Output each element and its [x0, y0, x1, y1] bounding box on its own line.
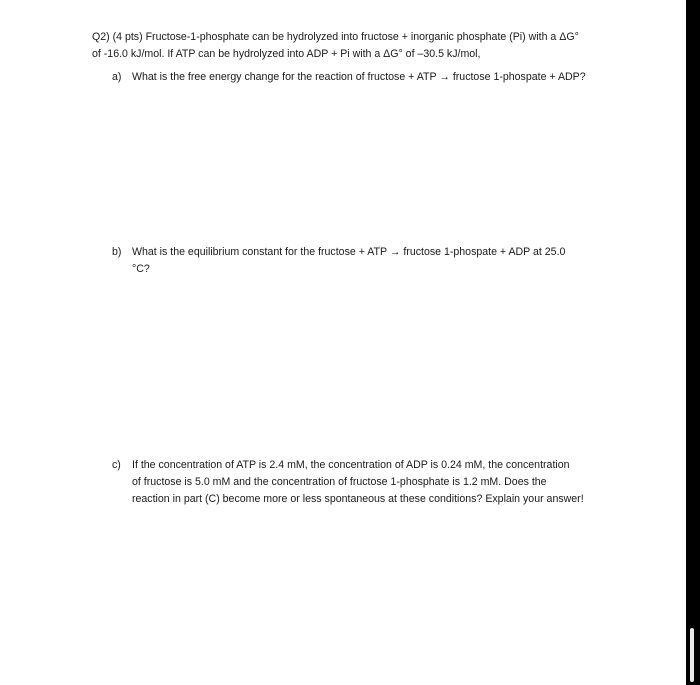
part-c-label: c): [112, 459, 121, 471]
part-b-label: b): [112, 246, 122, 258]
part-c-line-2: of fructose is 5.0 mM and the concentration of fructose 1-phosphate is 1.2 mM. Does the: [132, 476, 547, 488]
part-a-text: [132, 69, 632, 86]
question-part-a: [112, 69, 632, 86]
scrollbar-thumb[interactable]: [690, 628, 694, 682]
question-intro-line-1: Q2) (4 pts) Fructose-1-phosphate can be hydrolyzed into fructose + inorganic phosphate (Pi) with a ΔG°: [92, 31, 579, 43]
part-a-line-1: What is the free energy change for the reaction of fructose + ATP → fructose 1-phospate + ADP?: [132, 71, 586, 83]
part-b-line-2: °C?: [132, 263, 150, 275]
part-c-line-1: If the concentration of ATP is 2.4 mM, the concentration of ADP is 0.24 mM, the concentration: [132, 459, 570, 471]
part-c-text: [132, 457, 632, 508]
vertical-scrollbar[interactable]: [686, 0, 700, 685]
question-intro-line-2: of -16.0 kJ/mol. If ATP can be hydrolyzed into ADP + Pi with a ΔG° of –30.5 kJ/mol,: [92, 48, 481, 60]
question-part-c: [112, 457, 632, 508]
part-b-line-1: What is the equilibrium constant for the fructose + ATP → fructose 1-phospate + ADP at 25.0: [132, 246, 566, 258]
part-b-text: [132, 244, 632, 278]
question-intro: [92, 29, 632, 63]
part-c-line-3: reaction in part (C) become more or less spontaneous at these conditions? Explain your answer!: [132, 493, 584, 505]
question-part-b: [112, 244, 632, 278]
part-a-label: a): [112, 71, 122, 83]
